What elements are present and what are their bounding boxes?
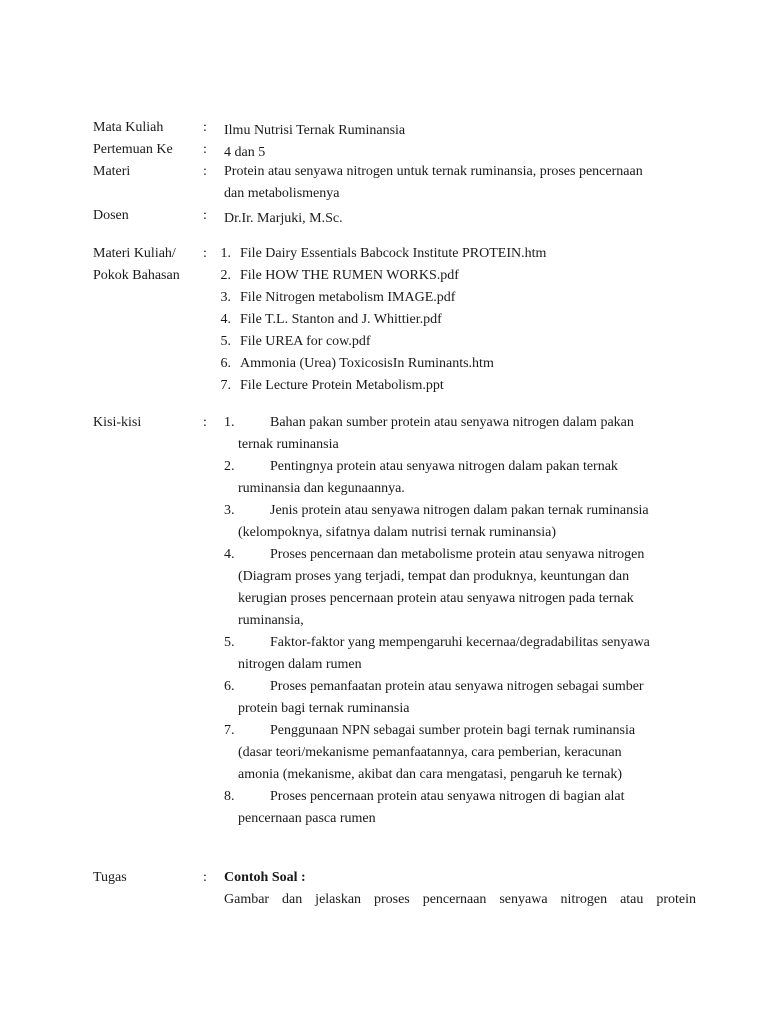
file-item-number: 1. [220, 246, 231, 261]
kisi-item-line: Bahan pakan sumber protein atau senyawa nitrogen dalam pakan [270, 415, 634, 430]
colon: : [203, 120, 207, 135]
kisi-kisi-label: Kisi-kisi [93, 415, 142, 430]
colon: : [203, 415, 207, 430]
file-item-text: File Dairy Essentials Babcock Institute PROTEIN.htm [240, 246, 547, 261]
materi-kuliah-label-line1: Materi Kuliah/ [93, 246, 176, 261]
materi-kuliah-label-line2: Pokok Bahasan [93, 268, 180, 283]
kisi-item-line: kerugian proses pencernaan protein atau senyawa nitrogen pada ternak [238, 591, 634, 606]
kisi-item-line: protein bagi ternak ruminansia [238, 701, 410, 716]
dosen-label: Dosen [93, 208, 129, 223]
colon: : [203, 142, 207, 157]
kisi-item-number: 7. [224, 723, 235, 738]
materi-label: Materi [93, 164, 131, 179]
kisi-item-line: pencernaan pasca rumen [238, 811, 376, 826]
kisi-item-line: nitrogen dalam rumen [238, 657, 362, 672]
file-item-number: 4. [220, 312, 231, 327]
kisi-item-number: 4. [224, 547, 235, 562]
kisi-item-line: Penggunaan NPN sebagai sumber protein bagi ternak ruminansia [270, 723, 636, 738]
kisi-item-line: Pentingnya protein atau senyawa nitrogen dalam pakan ternak [270, 459, 618, 474]
file-item-number: 2. [220, 268, 231, 283]
file-item-number: 5. [220, 334, 231, 349]
kisi-item-line: Jenis protein atau senyawa nitrogen dalam pakan ternak ruminansia [270, 503, 649, 518]
colon: : [203, 208, 207, 223]
kisi-item-line: (dasar teori/mekanisme pemanfaatannya, cara pemberian, keracunan [238, 745, 622, 760]
kisi-item-line: (Diagram proses yang terjadi, tempat dan produknya, keuntungan dan [238, 569, 630, 584]
file-item-text: File Lecture Protein Metabolism.ppt [240, 378, 444, 393]
file-item-text: Ammonia (Urea) ToxicosisIn Ruminants.htm [240, 356, 494, 371]
materi-value-line2: dan metabolismenya [224, 186, 340, 201]
file-item-number: 7. [220, 378, 231, 393]
file-item-text: File UREA for cow.pdf [240, 334, 371, 349]
kisi-item-number: 2. [224, 459, 235, 474]
mata-kuliah-value: Ilmu Nutrisi Ternak Ruminansia [224, 123, 406, 138]
kisi-item-line: ruminansia dan kegunaannya. [238, 481, 405, 496]
file-item-number: 3. [220, 290, 231, 305]
kisi-item-line: amonia (mekanisme, akibat dan cara mengatasi, pengaruh ke ternak) [238, 767, 623, 782]
pertemuan-label: Pertemuan Ke [93, 142, 173, 157]
kisi-item-line: ternak ruminansia [238, 437, 339, 452]
file-item-number: 6. [220, 356, 231, 371]
kisi-item-number: 3. [224, 503, 235, 518]
tugas-text: Gambar dan jelaskan proses pencernaan senyawa nitrogen atau protein [224, 892, 696, 907]
dosen-value: Dr.Ir. Marjuki, M.Sc. [224, 211, 343, 226]
kisi-item-line: Faktor-faktor yang mempengaruhi kecernaa/degradabilitas senyawa [270, 635, 650, 650]
colon: : [203, 870, 207, 885]
kisi-item-line: Proses pencernaan protein atau senyawa nitrogen di bagian alat [270, 789, 625, 804]
kisi-item-number: 5. [224, 635, 235, 650]
file-item-text: File Nitrogen metabolism IMAGE.pdf [240, 290, 456, 305]
colon: : [203, 164, 207, 179]
kisi-item-number: 6. [224, 679, 235, 694]
kisi-item-line: ruminansia, [238, 613, 304, 628]
kisi-item-line: (kelompoknya, sifatnya dalam nutrisi ternak ruminansia) [238, 525, 557, 540]
contoh-soal-heading: Contoh Soal : [224, 870, 306, 885]
kisi-item-number: 1. [224, 415, 235, 430]
kisi-item-line: Proses pemanfaatan protein atau senyawa nitrogen sebagai sumber [270, 679, 644, 694]
kisi-item-line: Proses pencernaan dan metabolisme protein atau senyawa nitrogen [270, 547, 645, 562]
materi-value-line1: Protein atau senyawa nitrogen untuk ternak ruminansia, proses pencernaan [224, 164, 643, 179]
tugas-label: Tugas [93, 870, 127, 885]
file-item-text: File T.L. Stanton and J. Whittier.pdf [240, 312, 442, 327]
pertemuan-value: 4 dan 5 [224, 145, 266, 160]
colon: : [203, 246, 207, 261]
mata-kuliah-label: Mata Kuliah [93, 120, 164, 135]
file-item-text: File HOW THE RUMEN WORKS.pdf [240, 268, 459, 283]
kisi-item-number: 8. [224, 789, 235, 804]
